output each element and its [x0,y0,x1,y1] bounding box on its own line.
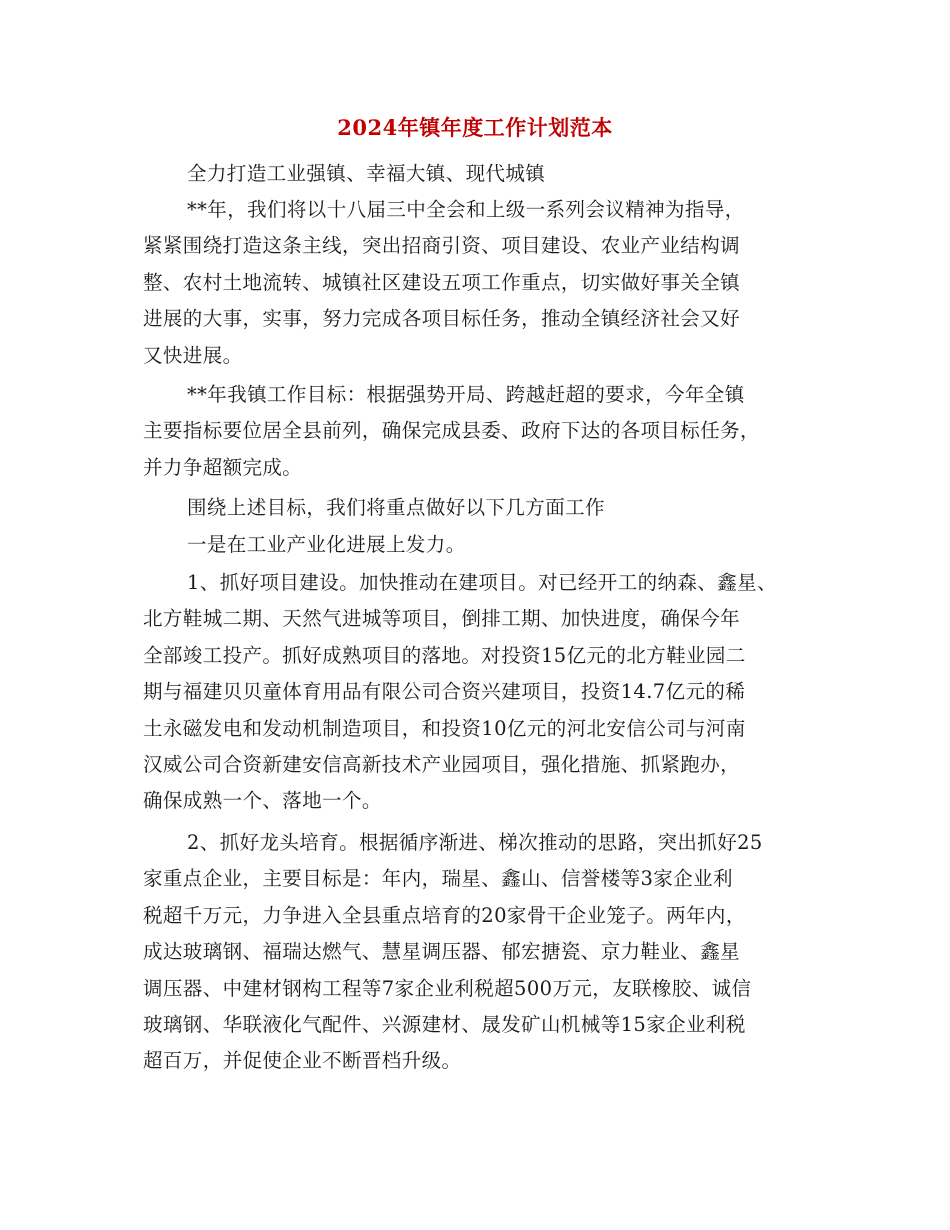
paragraph [143,565,843,820]
paragraph-line: 整、农村土地流转、城镇社区建设五项工作重点，切实做好事关全镇 [143,270,741,294]
paragraph [143,527,843,563]
paragraph-line: 主要指标要位居全县前列，确保完成县委、政府下达的各项目标任务， [143,419,760,443]
paragraph-line: 土永磁发电和发动机制造项目，和投资10亿元的河北安信公司与河南 [143,716,746,740]
paragraph-first-line: 一是在工业产业化进展上发力。 [187,533,466,556]
paragraph-line: 家重点企业，主要目标是：年内，瑞星、鑫山、信誉楼等3家企业利 [143,867,733,891]
paragraph-line: 并力争超额完成。 [143,455,303,479]
paragraph-line: 确保成熟一个、落地一个。 [143,789,382,813]
paragraph [143,825,843,1080]
document-title: 2024年镇年度工作计划范本 [337,115,613,140]
paragraph-line: 期与福建贝贝童体育用品有限公司合资兴建项目，投资14.7亿元的稀 [143,680,746,704]
paragraph-line: 成达玻璃钢、福瑞达燃气、慧星调压器、郁宏搪瓷、京力鞋业、鑫星 [143,940,741,964]
paragraph-line: 玻璃钢、华联液化气配件、兴源建材、晟发矿山机械等15家企业利税 [143,1012,746,1036]
paragraph [143,156,843,192]
paragraph-first-line: **年，我们将以十八届三中全会和上级一系列会议精神为指导， [187,198,745,221]
paragraph [143,490,843,526]
paragraph [143,377,843,486]
paragraph-line: 超百万，并促使企业不断晋档升级。 [143,1049,462,1073]
paragraph [143,192,843,374]
paragraph-line: 全部竣工投产。抓好成熟项目的落地。对投资15亿元的北方鞋业园二 [143,643,746,667]
paragraph-line: 汉威公司合资新建安信高新技术产业园项目，强化措施、抓紧跑办， [143,752,741,776]
paragraph-line: 紧紧围绕打造这条主线，突出招商引资、项目建设、农业产业结构调 [143,234,741,258]
paragraph-first-line: 围绕上述目标，我们将重点做好以下几方面工作 [187,496,605,519]
paragraph-first-line: 1、抓好项目建设。加快推动在建项目。对已经开工的纳森、鑫星、 [187,571,777,594]
paragraph-first-line: **年我镇工作目标：根据强势开局、跨越赶超的要求，今年全镇 [187,383,745,406]
paragraph-line: 税超千万元，力争进入全县重点培育的20家骨干企业笼子。两年内， [143,903,746,927]
paragraph-line: 又快进展。 [143,343,243,367]
paragraph-first-line: 全力打造工业强镇、幸福大镇、现代城镇 [187,162,546,185]
paragraph-line: 进展的大事，实事，努力完成各项目标任务，推动全镇经济社会又好 [143,307,741,331]
paragraph-first-line: 2、抓好龙头培育。根据循序渐进、梯次推动的思路，突出抓好25 [187,831,763,854]
paragraph-line: 北方鞋城二期、天然气进城等项目，倒排工期、加快进度，确保今年 [143,607,741,631]
paragraph-line: 调压器、中建材钢构工程等7家企业利税超500万元，友联橡胶、诚信 [143,976,752,1000]
